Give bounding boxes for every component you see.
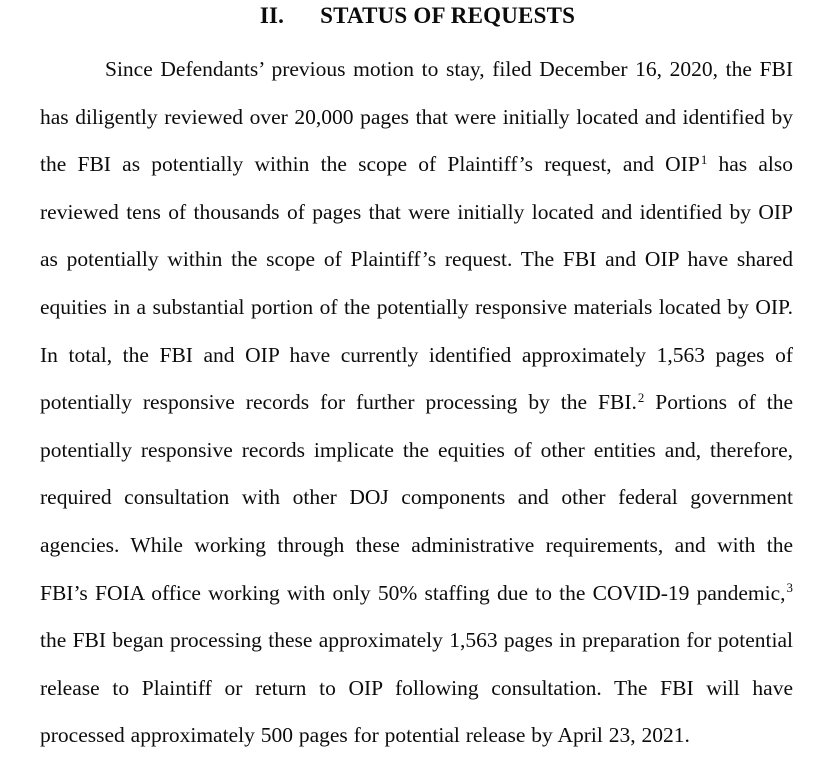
section-title: STATUS OF REQUESTS — [320, 3, 576, 28]
footnote-ref-2: 2 — [637, 391, 645, 406]
footnote-ref-3: 3 — [786, 581, 793, 596]
paragraph-segment-1: Since Defendants’ previous motion to stay, filed December 16, 2020, the FBI has diligently reviewed over 20,000 pages that were initially located and identified by the FBI as potentially within the scope of Plaintiff’s request, and OIP — [40, 57, 793, 177]
section-number: II. — [259, 3, 285, 28]
footnote-ref-1: 1 — [700, 153, 708, 168]
paragraph-segment-2: has also reviewed tens of thousands of pages that were initially located and identified by OIP as potentially within the scope of Plaintiff’s request. The FBI and OIP have shared equities in a substantial portion of the potentially responsive materials located by OIP. In total, the FBI and OIP have currently identified approximately 1,563 pages of potentially responsive records for further processing by the FBI. — [40, 152, 793, 415]
paragraph-segment-4: the FBI began processing these approximately 1,563 pages in preparation for potential release to Plaintiff or return to OIP following consultation. The FBI will have processed approximately 500 pages for potential release by April 23, 2021. — [40, 628, 793, 748]
section-heading — [0, 3, 835, 29]
paragraph-segment-3: Portions of the potentially responsive records implicate the equities of other entities and, therefore, required consultation with other DOJ components and other federal government agencies. While working through these administrative requirements, and with the FBI’s FOIA office working with only 50% staffing due to the COVID-19 pandemic, — [40, 390, 794, 605]
body-paragraph — [40, 46, 793, 760]
